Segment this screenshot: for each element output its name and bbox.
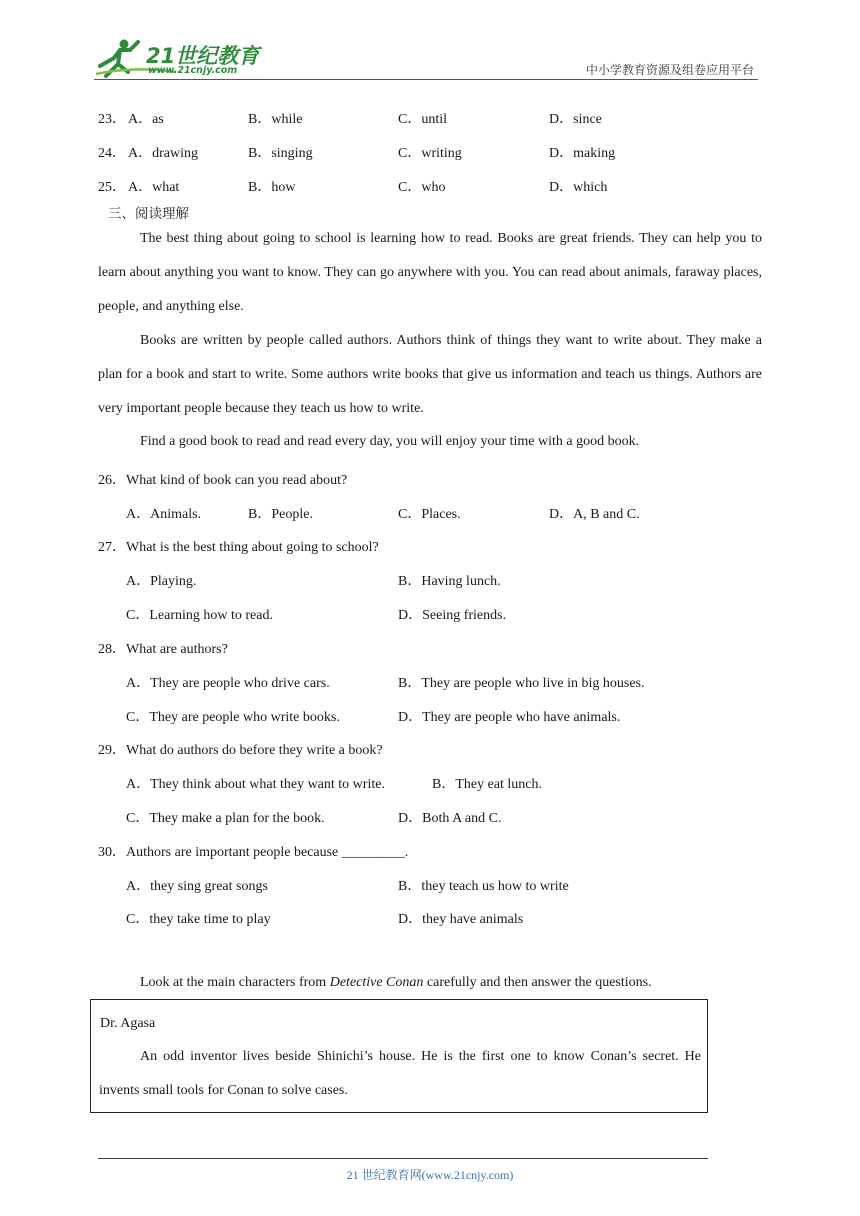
character-description [99, 1040, 701, 1108]
q30-option-a: A．they sing great songs [126, 879, 268, 894]
option-c: C．who [398, 180, 446, 195]
q28-option-d: D．They are people who have animals. [398, 710, 621, 725]
option-a: A．what [128, 180, 180, 195]
option-d: D．which [549, 180, 608, 195]
q29-option-d: D．Both A and C. [398, 811, 502, 826]
option-c: C．until [398, 112, 448, 127]
character-box [90, 999, 708, 1113]
option-b: B．how [248, 180, 296, 195]
q30-option-d: D．they have animals [398, 912, 524, 927]
option-b: B．while [248, 112, 303, 127]
q29-option-a: A．They think about what they want to write. [126, 777, 385, 792]
paragraph-text: The best thing about going to school is learning how to read. Books are great friends. They can help you to learn about anything you want to know. They can go anywhere with you. You can read about animals, faraway places, people, and anything else. [98, 231, 762, 314]
option-c: C．writing [398, 146, 462, 161]
q28-option-b: B．They are people who live in big houses. [398, 676, 645, 691]
q27-option-d: D．Seeing friends. [398, 608, 507, 623]
passage-paragraph-1 [98, 222, 762, 324]
footer-text: 21 世纪教育网(www.21cnjy.com) [346, 1168, 514, 1182]
q30-option-b: B．they teach us how to write [398, 879, 569, 894]
question-28-stem: 28．What are authors? [98, 642, 228, 657]
conan-intro [140, 975, 652, 991]
question-30-stem: 30．Authors are important people because _________. [98, 845, 409, 860]
intro-title-italic: Detective Conan [329, 975, 424, 990]
passage-paragraph-2 [98, 324, 762, 426]
intro-text-after: carefully and then answer the questions. [423, 975, 652, 990]
question-29-stem: 29．What do authors do before they write a book? [98, 743, 383, 758]
q26-option-a: A．Animals. [126, 507, 202, 522]
option-d: D．since [549, 112, 602, 127]
q27-option-a: A．Playing. [126, 574, 197, 589]
option-b: B．singing [248, 146, 313, 161]
q26-option-b: B．People. [248, 507, 313, 522]
passage-paragraph-3 [98, 425, 762, 459]
header-divider [94, 79, 758, 80]
q29-option-c: C．They make a plan for the book. [126, 811, 325, 826]
q26-option-c: C．Places. [398, 507, 461, 522]
description-text: An odd inventor lives beside Shinichi’s house. He is the first one to know Conan’s secret. He invents small tools for Conan to solve cases. [99, 1049, 701, 1098]
question-27-stem: 27．What is the best thing about going to school? [98, 540, 379, 555]
header-platform-text: 中小学教育资源及组卷应用平台 [585, 63, 754, 77]
logo-url: www.21cnjy.com [148, 65, 238, 76]
footer-divider [98, 1158, 708, 1159]
q28-option-a: A．They are people who drive cars. [126, 676, 330, 691]
q29-option-b: B．They eat lunch. [432, 777, 543, 792]
option-a: A．as [128, 112, 164, 127]
intro-text-before: Look at the main characters from [140, 975, 330, 990]
paragraph-text: Books are written by people called authors. Authors think of things they want to write about. They make a plan for a book and start to write. Some authors write books that give us information and teach us things. Authors are very important people because they teach us how to write. [98, 333, 762, 416]
q27-option-c: C．Learning how to read. [126, 608, 273, 623]
question-number: 23． [98, 112, 126, 127]
character-name: Dr. Agasa [100, 1016, 156, 1031]
q30-option-c: C．they take time to play [126, 912, 271, 927]
logo-text: 21世纪教育 [146, 44, 260, 68]
paragraph-text: Find a good book to read and read every day, you will enjoy your time with a good book. [140, 434, 640, 449]
section-title: 三、阅读理解 [108, 206, 189, 222]
option-a: A．drawing [128, 146, 198, 161]
question-26-stem: 26．What kind of book can you read about? [98, 473, 348, 488]
question-number: 25． [98, 180, 126, 195]
option-d: D．making [549, 146, 616, 161]
q26-option-d: D．A, B and C. [549, 507, 640, 522]
question-number: 24． [98, 146, 126, 161]
site-logo [94, 36, 264, 80]
q27-option-b: B．Having lunch. [398, 574, 501, 589]
q28-option-c: C．They are people who write books. [126, 710, 340, 725]
